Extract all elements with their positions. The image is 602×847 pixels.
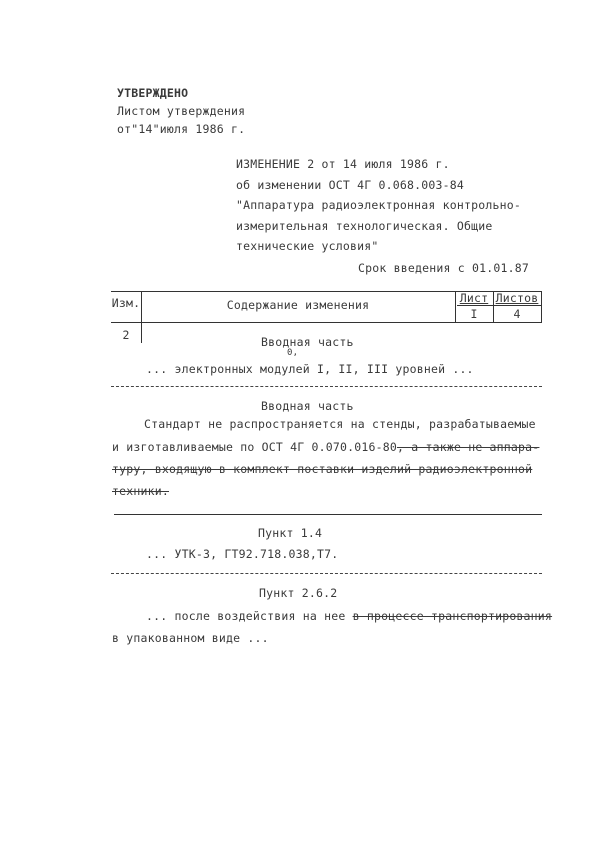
section-4-title: Пункт 2.6.2	[259, 586, 338, 600]
section-3-text: ... УТК-3, ГТ92.718.038,Т7.	[146, 547, 339, 561]
standard-title-line-3: технические условия"	[236, 239, 379, 253]
section-1-text: ... электронных модулей I, II, III уровней ...	[146, 362, 474, 376]
separator-3	[111, 573, 542, 574]
section-4-line-1-deleted: в процессе транспортирования	[352, 609, 553, 623]
table-sheets-value: 4	[513, 307, 521, 321]
table-header-sheet: Лист	[459, 291, 489, 305]
section-2-line-2	[112, 440, 539, 454]
section-2-line-4-deleted: техники.	[112, 484, 169, 498]
section-3-title: Пункт 1.4	[258, 526, 323, 540]
separator-1	[111, 386, 542, 387]
section-4-line-1	[146, 609, 552, 623]
section-2-line-1: Стандарт не распространяется на стенды, разрабатываемые	[144, 417, 536, 431]
table-izm-value: 2	[122, 328, 130, 342]
section-2-line-2-deleted: , а также не аппара-	[396, 440, 540, 454]
section-2-title: Вводная часть	[261, 399, 354, 413]
section-2-line-2-kept: и изготавливаемые по ОСТ 4Г 0.070.016-80	[112, 440, 397, 454]
insert-mark: 0,	[287, 348, 299, 358]
table-header-sheets: Листов	[495, 291, 539, 305]
standard-title-line-1: "Аппаратура радиоэлектронная контрольно-	[236, 198, 521, 212]
table-sheet-value: I	[470, 307, 478, 321]
section-1-title: Вводная часть	[261, 335, 354, 349]
section-4-line-1-kept: ... после воздействия на нее	[146, 609, 353, 623]
approval-line-2: от"14"июля 1986 г.	[117, 122, 246, 136]
standard-reference-line: об изменении ОСТ 4Г 0.068.003-84	[236, 178, 464, 192]
approval-line-1: Листом утверждения	[117, 104, 246, 118]
table-header-bottom-border	[111, 322, 542, 323]
approval-title: УТВЕРЖДЕНО	[117, 86, 189, 100]
effective-date: Срок введения с 01.01.87	[358, 261, 529, 275]
separator-2	[114, 514, 542, 515]
standard-title-line-2: измерительная технологическая. Общие	[236, 219, 493, 233]
table-sheet-separator	[457, 305, 541, 306]
change-number-line: ИЗМЕНЕНИЕ 2 от 14 июля 1986 г.	[236, 157, 450, 171]
section-4-line-2: в упакованном виде ...	[112, 631, 269, 645]
table-header-izm: Изм.	[111, 296, 141, 310]
table-right-border	[541, 291, 542, 322]
table-header-content: Содержание изменения	[226, 298, 370, 312]
section-2-line-3-deleted: туру, входящую в комплект поставки изделий радиоэлектронной	[112, 462, 533, 476]
